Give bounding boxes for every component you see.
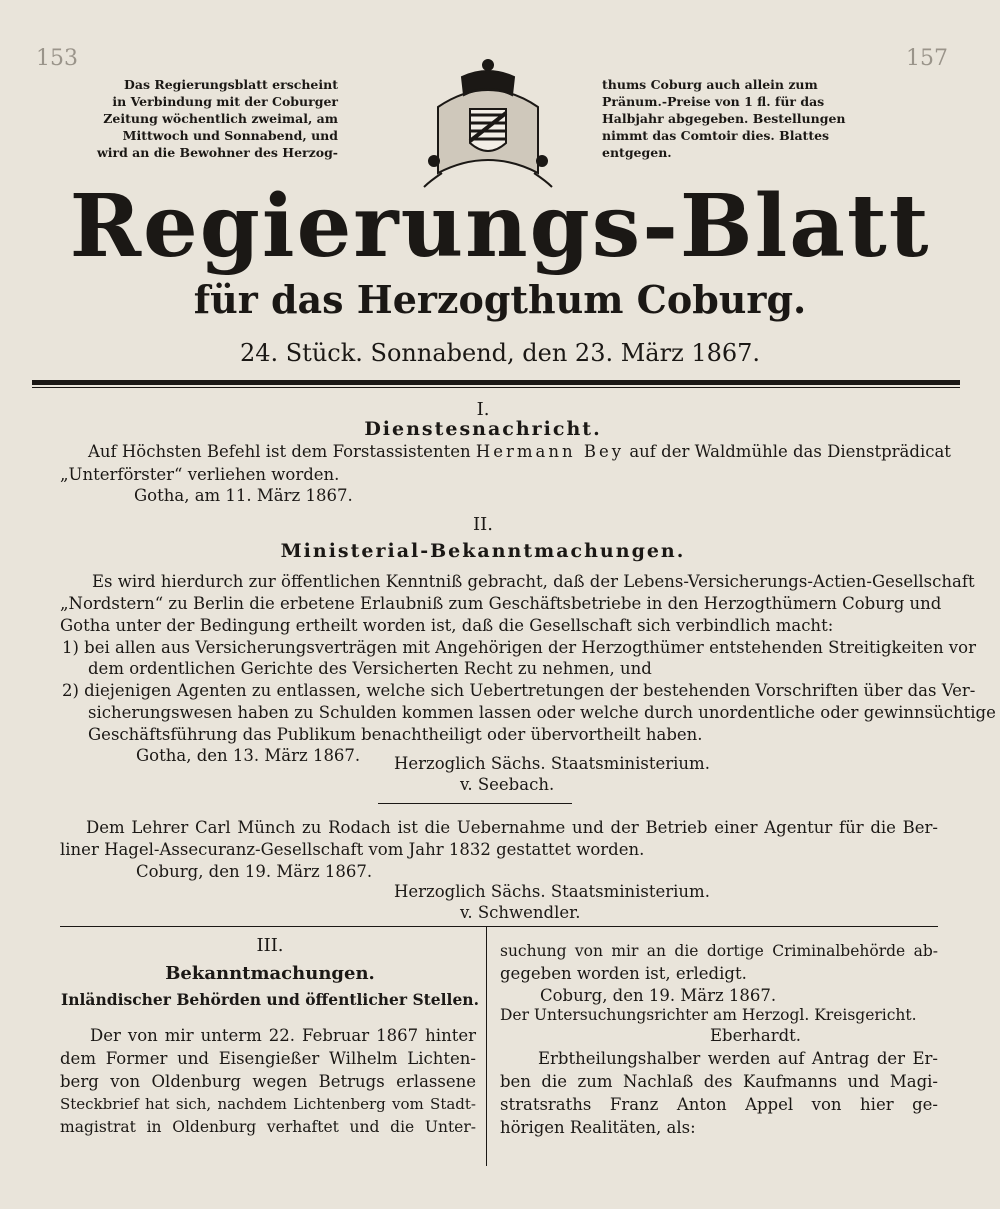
paragraph-line: dem Former und Eisengießer Wilhelm Lichten- xyxy=(60,1049,476,1068)
section-heading: Dienstesnachricht. xyxy=(364,418,602,440)
issue-line: 24. Stück. Sonnabend, den 23. März 1867. xyxy=(239,339,761,367)
person-name: Hermann Bey xyxy=(475,442,625,461)
paragraph-line: hörigen Realitäten, als: xyxy=(500,1118,696,1137)
notice-line: Mittwoch und Sonnabend, und xyxy=(122,128,338,143)
section-subheading: Inländischer Behörden und öffentlicher Stellen. xyxy=(61,990,479,1009)
paragraph-line: magistrat in Oldenburg verhaftet und die Unter- xyxy=(60,1118,476,1136)
dateline: Coburg, den 19. März 1867. xyxy=(540,986,777,1005)
masthead-title: Regierungs-Blatt xyxy=(69,176,931,277)
notice-line: nimmt das Comtoir dies. Blattes xyxy=(602,128,830,143)
section-numeral: II. xyxy=(473,514,493,535)
list-item-continuation: sicherungswesen haben zu Schulden kommen lassen oder welche durch unordentliche oder gewinnsüchtige xyxy=(88,703,996,722)
page-number-left: 153 xyxy=(36,46,78,71)
paragraph-line: Dem Lehrer Carl Münch zu Rodach ist die Uebernahme und der Betrieb einer Agentur für die Ber- xyxy=(86,818,938,837)
separator-rule xyxy=(378,803,572,804)
notice-line: wird an die Bewohner des Herzog- xyxy=(97,145,338,160)
notice-line: in Verbindung mit der Coburger xyxy=(112,94,338,109)
masthead-subtitle: für das Herzogthum Coburg. xyxy=(193,277,807,322)
subscription-notice-right xyxy=(602,76,894,161)
paragraph-line: Steckbrief hat sich, nachdem Lichtenberg vom Stadt- xyxy=(60,1095,476,1113)
paragraph-line: suchung von mir an die dortige Criminalbehörde ab- xyxy=(500,942,938,960)
masthead-rule-thin xyxy=(32,387,960,388)
authority-line: Der Untersuchungsrichter am Herzogl. Kreisgericht. xyxy=(500,1006,917,1024)
notice-line: Halbjahr abgegeben. Bestellungen xyxy=(602,111,846,126)
signatory: Eberhardt. xyxy=(710,1026,802,1045)
authority-line: Herzoglich Sächs. Staatsministerium. xyxy=(394,882,710,901)
signatory: v. Seebach. xyxy=(460,775,555,794)
paragraph-line: stratsraths Franz Anton Appel von hier ge- xyxy=(500,1095,938,1114)
list-item-continuation: Geschäftsführung das Publikum benachtheiligt oder übervortheilt haben. xyxy=(88,725,703,744)
paragraph-line: gegeben worden ist, erledigt. xyxy=(500,964,747,983)
ducal-coat-of-arms-emblem xyxy=(420,55,556,190)
section-numeral: I. xyxy=(476,399,490,420)
notice-line: Das Regierungsblatt erscheint xyxy=(124,77,338,92)
paragraph-line: Auf Höchsten Befehl ist dem Forstassistenten Hermann Bey auf der Waldmühle das Dienstprädicat xyxy=(88,442,951,461)
list-item: 1) bei allen aus Versicherungsverträgen mit Angehörigen der Herzogthümer entstehenden Streitigkeiten vor xyxy=(62,638,976,657)
masthead-rule-thick xyxy=(32,380,960,385)
dateline: Gotha, den 13. März 1867. xyxy=(136,746,361,765)
paragraph-line: ben die zum Nachlaß des Kaufmanns und Magi- xyxy=(500,1072,938,1091)
dateline: Coburg, den 19. März 1867. xyxy=(136,862,373,881)
paragraph-line: Gotha unter der Bedingung ertheilt worden ist, daß die Gesellschaft sich verbindlich macht: xyxy=(60,616,834,635)
section-separator-rule xyxy=(60,926,938,927)
section-heading: Bekanntmachungen. xyxy=(165,963,375,984)
page-number-right: 157 xyxy=(906,46,948,71)
paragraph-line: Der von mir unterm 22. Februar 1867 hinter xyxy=(90,1026,476,1045)
paragraph-line: Es wird hierdurch zur öffentlichen Kenntniß gebracht, daß der Lebens-Versicherungs-Actien-Gesellschaft xyxy=(92,572,975,591)
authority-line: Herzoglich Sächs. Staatsministerium. xyxy=(394,754,710,773)
column-divider xyxy=(486,926,487,1166)
paragraph-line: „Nordstern“ zu Berlin die erbetene Erlaubniß zum Geschäftsbetriebe in den Herzogthümern Coburg und xyxy=(60,594,942,613)
signatory: v. Schwendler. xyxy=(460,903,581,922)
notice-line: Pränum.-Preise von 1 fl. für das xyxy=(602,94,825,109)
notice-line: thums Coburg auch allein zum xyxy=(602,77,818,92)
section-heading: Ministerial-Bekanntmachungen. xyxy=(280,540,686,562)
paragraph-line: berg von Oldenburg wegen Betrugs erlassene xyxy=(60,1072,476,1091)
paragraph-line: „Unterförster“ verliehen worden. xyxy=(60,465,340,484)
paragraph-line: liner Hagel-Assecuranz-Gesellschaft vom Jahr 1832 gestattet worden. xyxy=(60,840,645,859)
list-item: 2) diejenigen Agenten zu entlassen, welche sich Uebertretungen der bestehenden Vorschriften über das Ver- xyxy=(62,681,976,700)
paragraph-line: Erbtheilungshalber werden auf Antrag der Er- xyxy=(538,1049,938,1068)
subscription-notice-left xyxy=(88,76,338,161)
notice-line: Zeitung wöchentlich zweimal, am xyxy=(103,111,338,126)
section-numeral: III. xyxy=(256,935,284,956)
dateline: Gotha, am 11. März 1867. xyxy=(134,486,353,505)
list-item-continuation: dem ordentlichen Gerichte des Versicherten Recht zu nehmen, und xyxy=(88,659,652,678)
notice-line: entgegen. xyxy=(602,145,672,160)
